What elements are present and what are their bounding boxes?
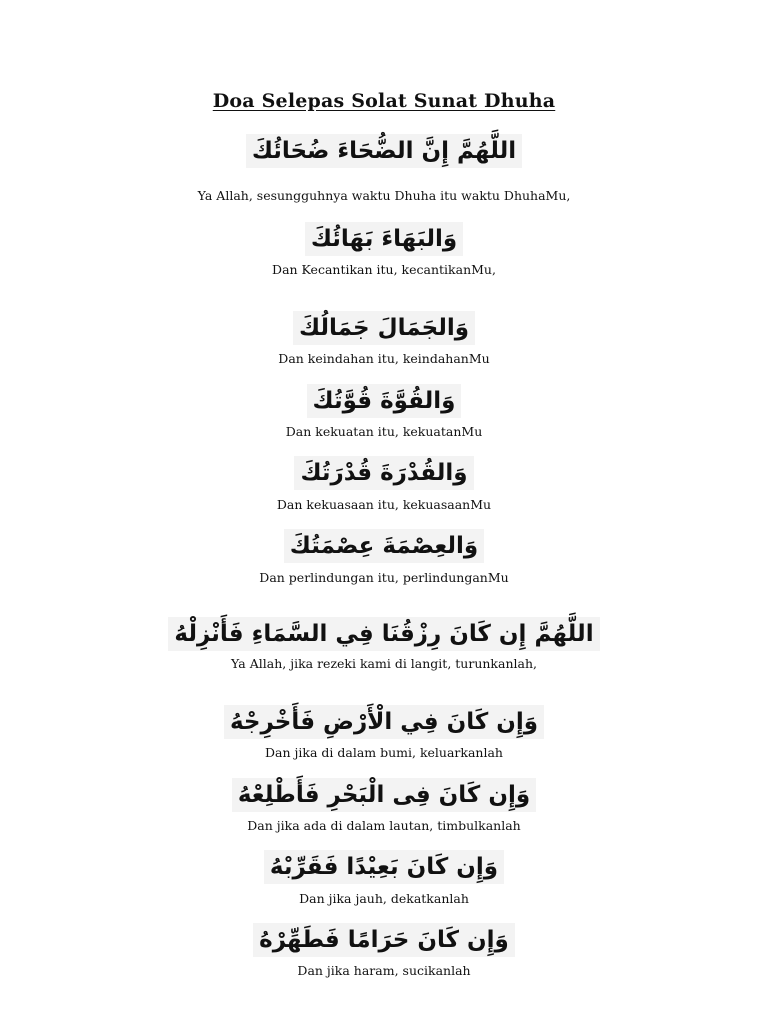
arabic-text: اللَّهُمَّ إِنَّ الضُّحَاءَ ضُحَائُكَ (246, 134, 522, 168)
arabic-text: وَإِن كَانَ بَعِيْدًا فَقَرِّبْهُ (264, 850, 504, 884)
arabic-verse-2 (0, 222, 768, 256)
arabic-text: اللَّهُمَّ إِن كَانَ رِزْقُنَا فِي السَّمَاءِ فَأَنْزِلْهُ (168, 617, 599, 651)
arabic-text: وَالبَهَاءَ بَهَائُكَ (305, 222, 463, 256)
translation-verse-7: Ya Allah, jika rezeki kami di langit, turunkanlah, (231, 656, 537, 671)
translation-verse-10: Dan jika jauh, dekatkanlah (299, 891, 469, 906)
arabic-text: وَإِن كَانَ حَرَامًا فَطَهِّرْهُ (253, 923, 515, 957)
arabic-verse-1 (0, 134, 768, 168)
arabic-verse-8 (0, 705, 768, 739)
arabic-text: وَالجَمَالَ جَمَالُكَ (293, 311, 475, 345)
translation-verse-2: Dan Kecantikan itu, kecantikanMu, (272, 262, 496, 277)
translation-verse-5: Dan kekuasaan itu, kekuasaanMu (276, 497, 492, 512)
translation-verse-4: Dan kekuatan itu, kekuatanMu (285, 424, 483, 439)
translation-verse-3: Dan keindahan itu, keindahanMu (278, 351, 490, 366)
arabic-verse-3 (0, 311, 768, 345)
translation-verse-8: Dan jika di dalam bumi, keluarkanlah (265, 745, 503, 760)
translation-verse-6: Dan perlindungan itu, perlindunganMu (259, 570, 509, 585)
arabic-text: وَالقُدْرَةَ قُدْرَتُكَ (294, 456, 473, 490)
arabic-verse-6 (0, 529, 768, 563)
arabic-verse-7 (0, 617, 768, 651)
arabic-verse-11 (0, 923, 768, 957)
arabic-verse-5 (0, 456, 768, 490)
arabic-text: وَإِن كَانَ فِي الْأَرْضِ فَأَخْرِجْهُ (224, 705, 544, 739)
arabic-text: وَالعِصْمَةَ عِصْمَتُكَ (284, 529, 484, 563)
arabic-verse-4 (0, 384, 768, 418)
arabic-verse-9 (0, 778, 768, 812)
arabic-text: وَالقُوَّةَ قُوَّتُكَ (307, 384, 462, 418)
translation-verse-11: Dan jika haram, sucikanlah (297, 963, 471, 978)
arabic-verse-10 (0, 850, 768, 884)
document-title: Doa Selepas Solat Sunat Dhuha (212, 90, 556, 112)
arabic-text: وَإِن كَانَ فِى الْبَحْرِ فَأَطْلِعْهُ (232, 778, 536, 812)
translation-verse-9: Dan jika ada di dalam lautan, timbulkanlah (247, 818, 521, 833)
translation-verse-1: Ya Allah, sesungguhnya waktu Dhuha itu waktu DhuhaMu, (197, 188, 571, 203)
